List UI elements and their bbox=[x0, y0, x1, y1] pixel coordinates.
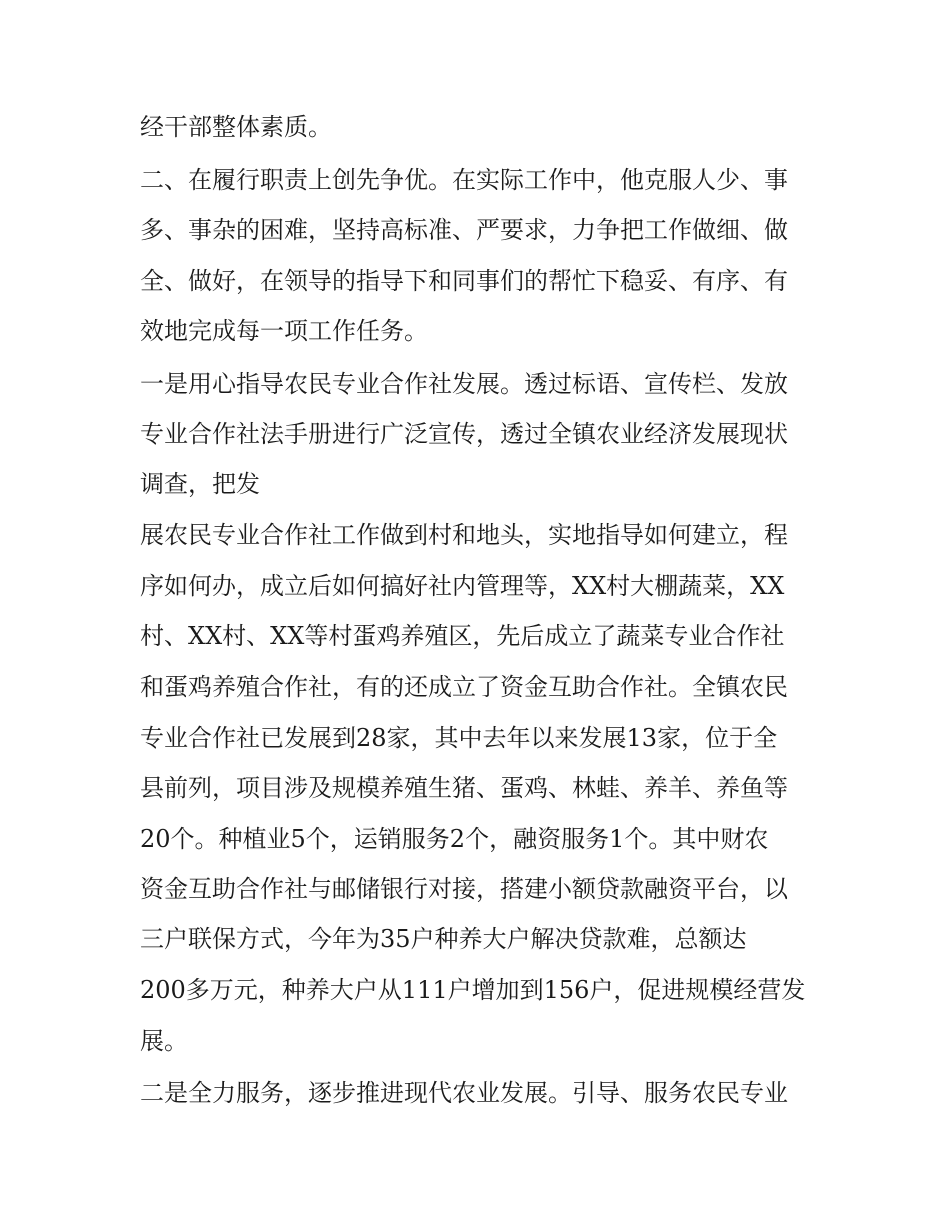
text-line: 序如何办，成立后如何搞好社内管理等，XX村大棚蔬菜，XX bbox=[140, 572, 785, 600]
text-line: 展农民专业合作社工作做到村和地头，实地指导如何建立，程 bbox=[140, 521, 788, 549]
text-line: 多、事杂的困难，坚持高标准、严要求，力争把工作做细、做 bbox=[140, 216, 788, 244]
text-line: 20个。种植业5个，运销服务2个，融资服务1个。其中财农 bbox=[140, 825, 769, 853]
text-line: 调查，把发 bbox=[140, 470, 260, 498]
text-line: 专业合作社已发展到28家，其中去年以来发展13家，位于全 bbox=[140, 724, 778, 752]
text-line: 经干部整体素质。 bbox=[140, 113, 332, 141]
text-line: 和蛋鸡养殖合作社，有的还成立了资金互助合作社。全镇农民 bbox=[140, 673, 788, 701]
text-line: 二、在履行职责上创先争优。在实际工作中，他克服人少、事 bbox=[140, 166, 788, 194]
text-line: 效地完成每一项工作任务。 bbox=[140, 317, 428, 345]
text-line: 村、XX村、XX等村蛋鸡养殖区，先后成立了蔬菜专业合作社 bbox=[140, 622, 785, 650]
text-line: 二是全力服务，逐步推进现代农业发展。引导、服务农民专业 bbox=[140, 1079, 788, 1107]
text-line: 一是用心指导农民专业合作社发展。透过标语、宣传栏、发放 bbox=[140, 370, 788, 398]
text-line: 专业合作社法手册进行广泛宣传，透过全镇农业经济发展现状 bbox=[140, 420, 788, 448]
text-line: 200多万元，种养大户从111户增加到156户，促进规模经营发 bbox=[140, 976, 806, 1004]
text-line: 全、做好，在领导的指导下和同事们的帮忙下稳妥、有序、有 bbox=[140, 267, 788, 295]
text-line: 县前列，项目涉及规模养殖生猪、蛋鸡、林蛙、养羊、养鱼等 bbox=[140, 774, 788, 802]
text-line: 展。 bbox=[140, 1027, 188, 1055]
text-line: 资金互助合作社与邮储银行对接，搭建小额贷款融资平台，以 bbox=[140, 875, 788, 903]
text-line: 三户联保方式，今年为35户种养大户解决贷款难，总额达 bbox=[140, 925, 747, 953]
